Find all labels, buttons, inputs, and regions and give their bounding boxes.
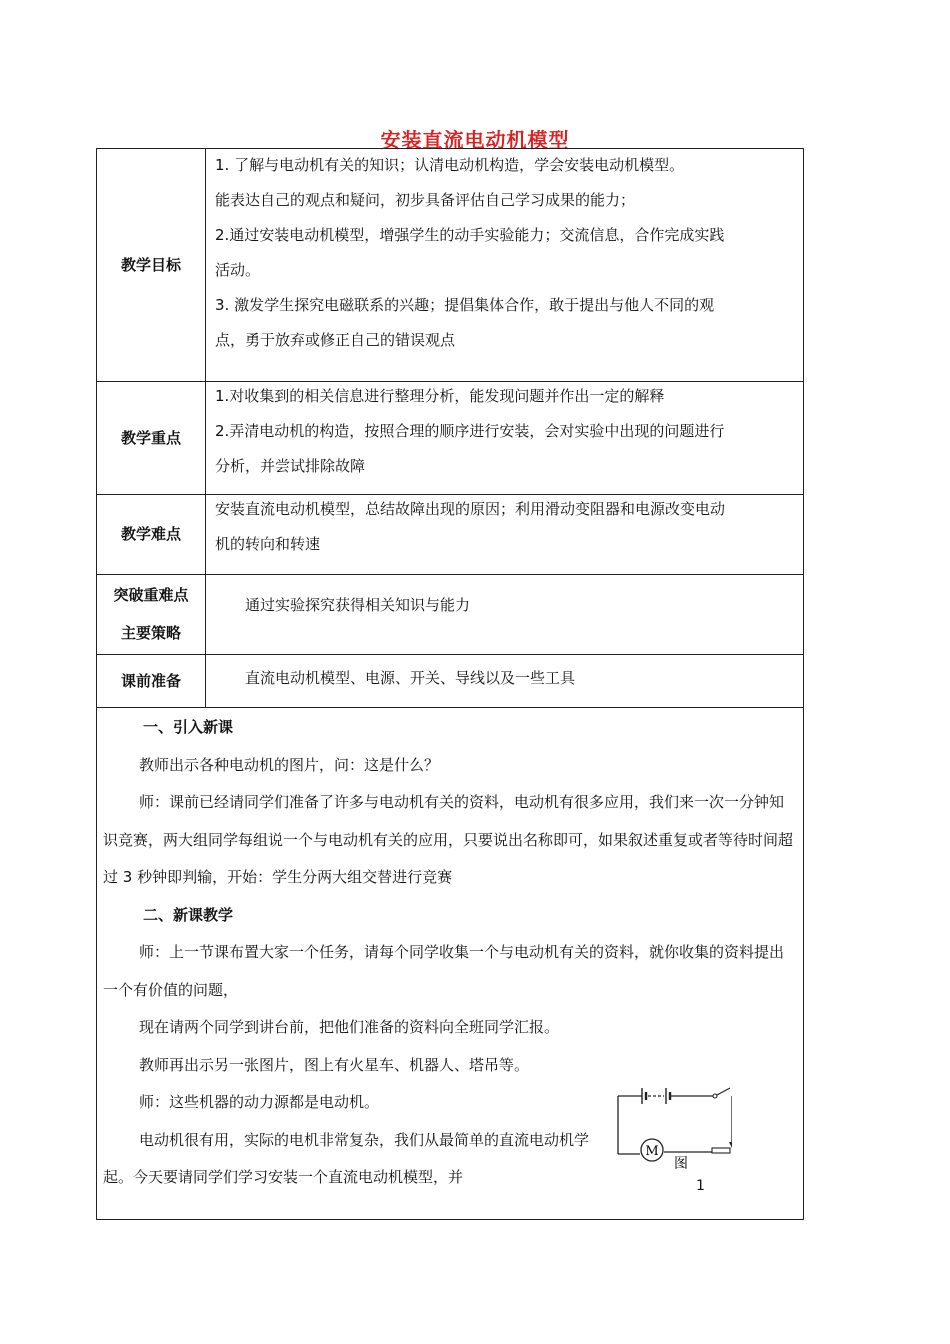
figure-number: 1 <box>696 1178 705 1194</box>
paragraph: 师：课前已经请同学们准备了许多与电动机有关的资料，电动机有很多应用，我们来一次一分钟知识竞赛，两大组同学每组说一个与电动机有关的应用，只要说出名称即可，如果叙述重复或者等待时间超过 3 秒钟即判输，开始：学生分两大组交替进行竞赛 <box>103 793 794 886</box>
goals-line: 点，勇于放弃或修正自己的错误观点 <box>215 331 456 349</box>
paragraph: 电动机很有用，实际的电机非常复杂，我们从最简单的直流电动机学起。今天要请同学们学习安装一个直流电动机模型，并 <box>103 1130 590 1186</box>
paragraph: 教师再出示另一张图片，图上有火星车、机器人、塔吊等。 <box>139 1055 530 1074</box>
section-heading: 二、新课教学 <box>143 905 234 924</box>
strategy-content: 通过实验探究获得相关知识与能力 <box>245 596 471 614</box>
goals-label: 教学目标 <box>97 149 206 381</box>
battery-symbol <box>642 1088 670 1104</box>
row-key-points <box>97 381 803 495</box>
difficulties-content <box>215 492 793 562</box>
paragraph: 教师出示各种电动机的图片，问：这是什么？ <box>139 755 440 774</box>
prep-label: 课前准备 <box>97 654 206 707</box>
goals-line: 活动。 <box>215 261 261 279</box>
goals-line: 能表达自己的观点和疑问，初步具备评估自己学习成果的能力； <box>215 191 636 209</box>
circuit-diagram <box>612 1082 732 1192</box>
goals-line: 3. 激发学生探究电磁联系的兴趣；提倡集体合作，敢于提出与他人不同的观 <box>215 296 715 314</box>
goals-content <box>215 148 793 358</box>
key-points-line: 1.对收集到的相关信息进行整理分析，能发现问题并作出一定的解释 <box>215 387 665 405</box>
key-points-line: 分析，并尝试排除故障 <box>215 457 366 475</box>
section-heading: 一、引入新课 <box>143 718 234 736</box>
paragraph: 师：上一节课布置大家一个任务，请每个同学收集一个与电动机有关的资料，就你收集的资料提出一个有价值的问题， <box>103 943 785 999</box>
row-goals <box>97 149 803 382</box>
rheostat-symbol <box>712 1142 732 1153</box>
key-points-line: 2.弄清电动机的构造，按照合理的顺序进行安装，会对实验中出现的问题进行 <box>215 422 725 440</box>
paragraph: 现在请两个同学到讲台前，把他们准备的资料向全班同学汇报。 <box>139 1018 560 1036</box>
difficulties-line: 机的转向和转速 <box>215 535 321 553</box>
switch-symbol <box>713 1088 730 1098</box>
row-difficulties <box>97 494 803 575</box>
strategy-label: 突破重难点 主要策略 <box>97 574 206 654</box>
paragraph: 师：这些机器的动力源都是电动机。 <box>139 1093 380 1111</box>
motor-symbol <box>641 1139 663 1161</box>
key-points-label: 教学重点 <box>97 381 206 494</box>
figure-caption: 图 <box>674 1156 688 1172</box>
difficulties-line: 安装直流电动机模型，总结故障出现的原因；利用滑动变阻器和电源改变电动 <box>215 500 726 518</box>
difficulties-label: 教学难点 <box>97 494 206 574</box>
goals-line: 1. 了解与电动机有关的知识；认清电动机构造，学会安装电动机模型。 <box>215 156 685 174</box>
prep-content: 直流电动机模型、电源、开关、导线以及一些工具 <box>245 669 576 687</box>
lesson-plan-table <box>96 148 804 1220</box>
goals-line: 2.通过安装电动机模型，增强学生的动手实验能力；交流信息，合作完成实践 <box>215 226 725 244</box>
svg-text:M: M <box>645 1144 659 1159</box>
key-points-content <box>215 379 793 484</box>
row-strategy <box>97 574 803 655</box>
row-prep <box>97 654 803 708</box>
page-title: 安装直流电动机模型 <box>380 128 570 152</box>
